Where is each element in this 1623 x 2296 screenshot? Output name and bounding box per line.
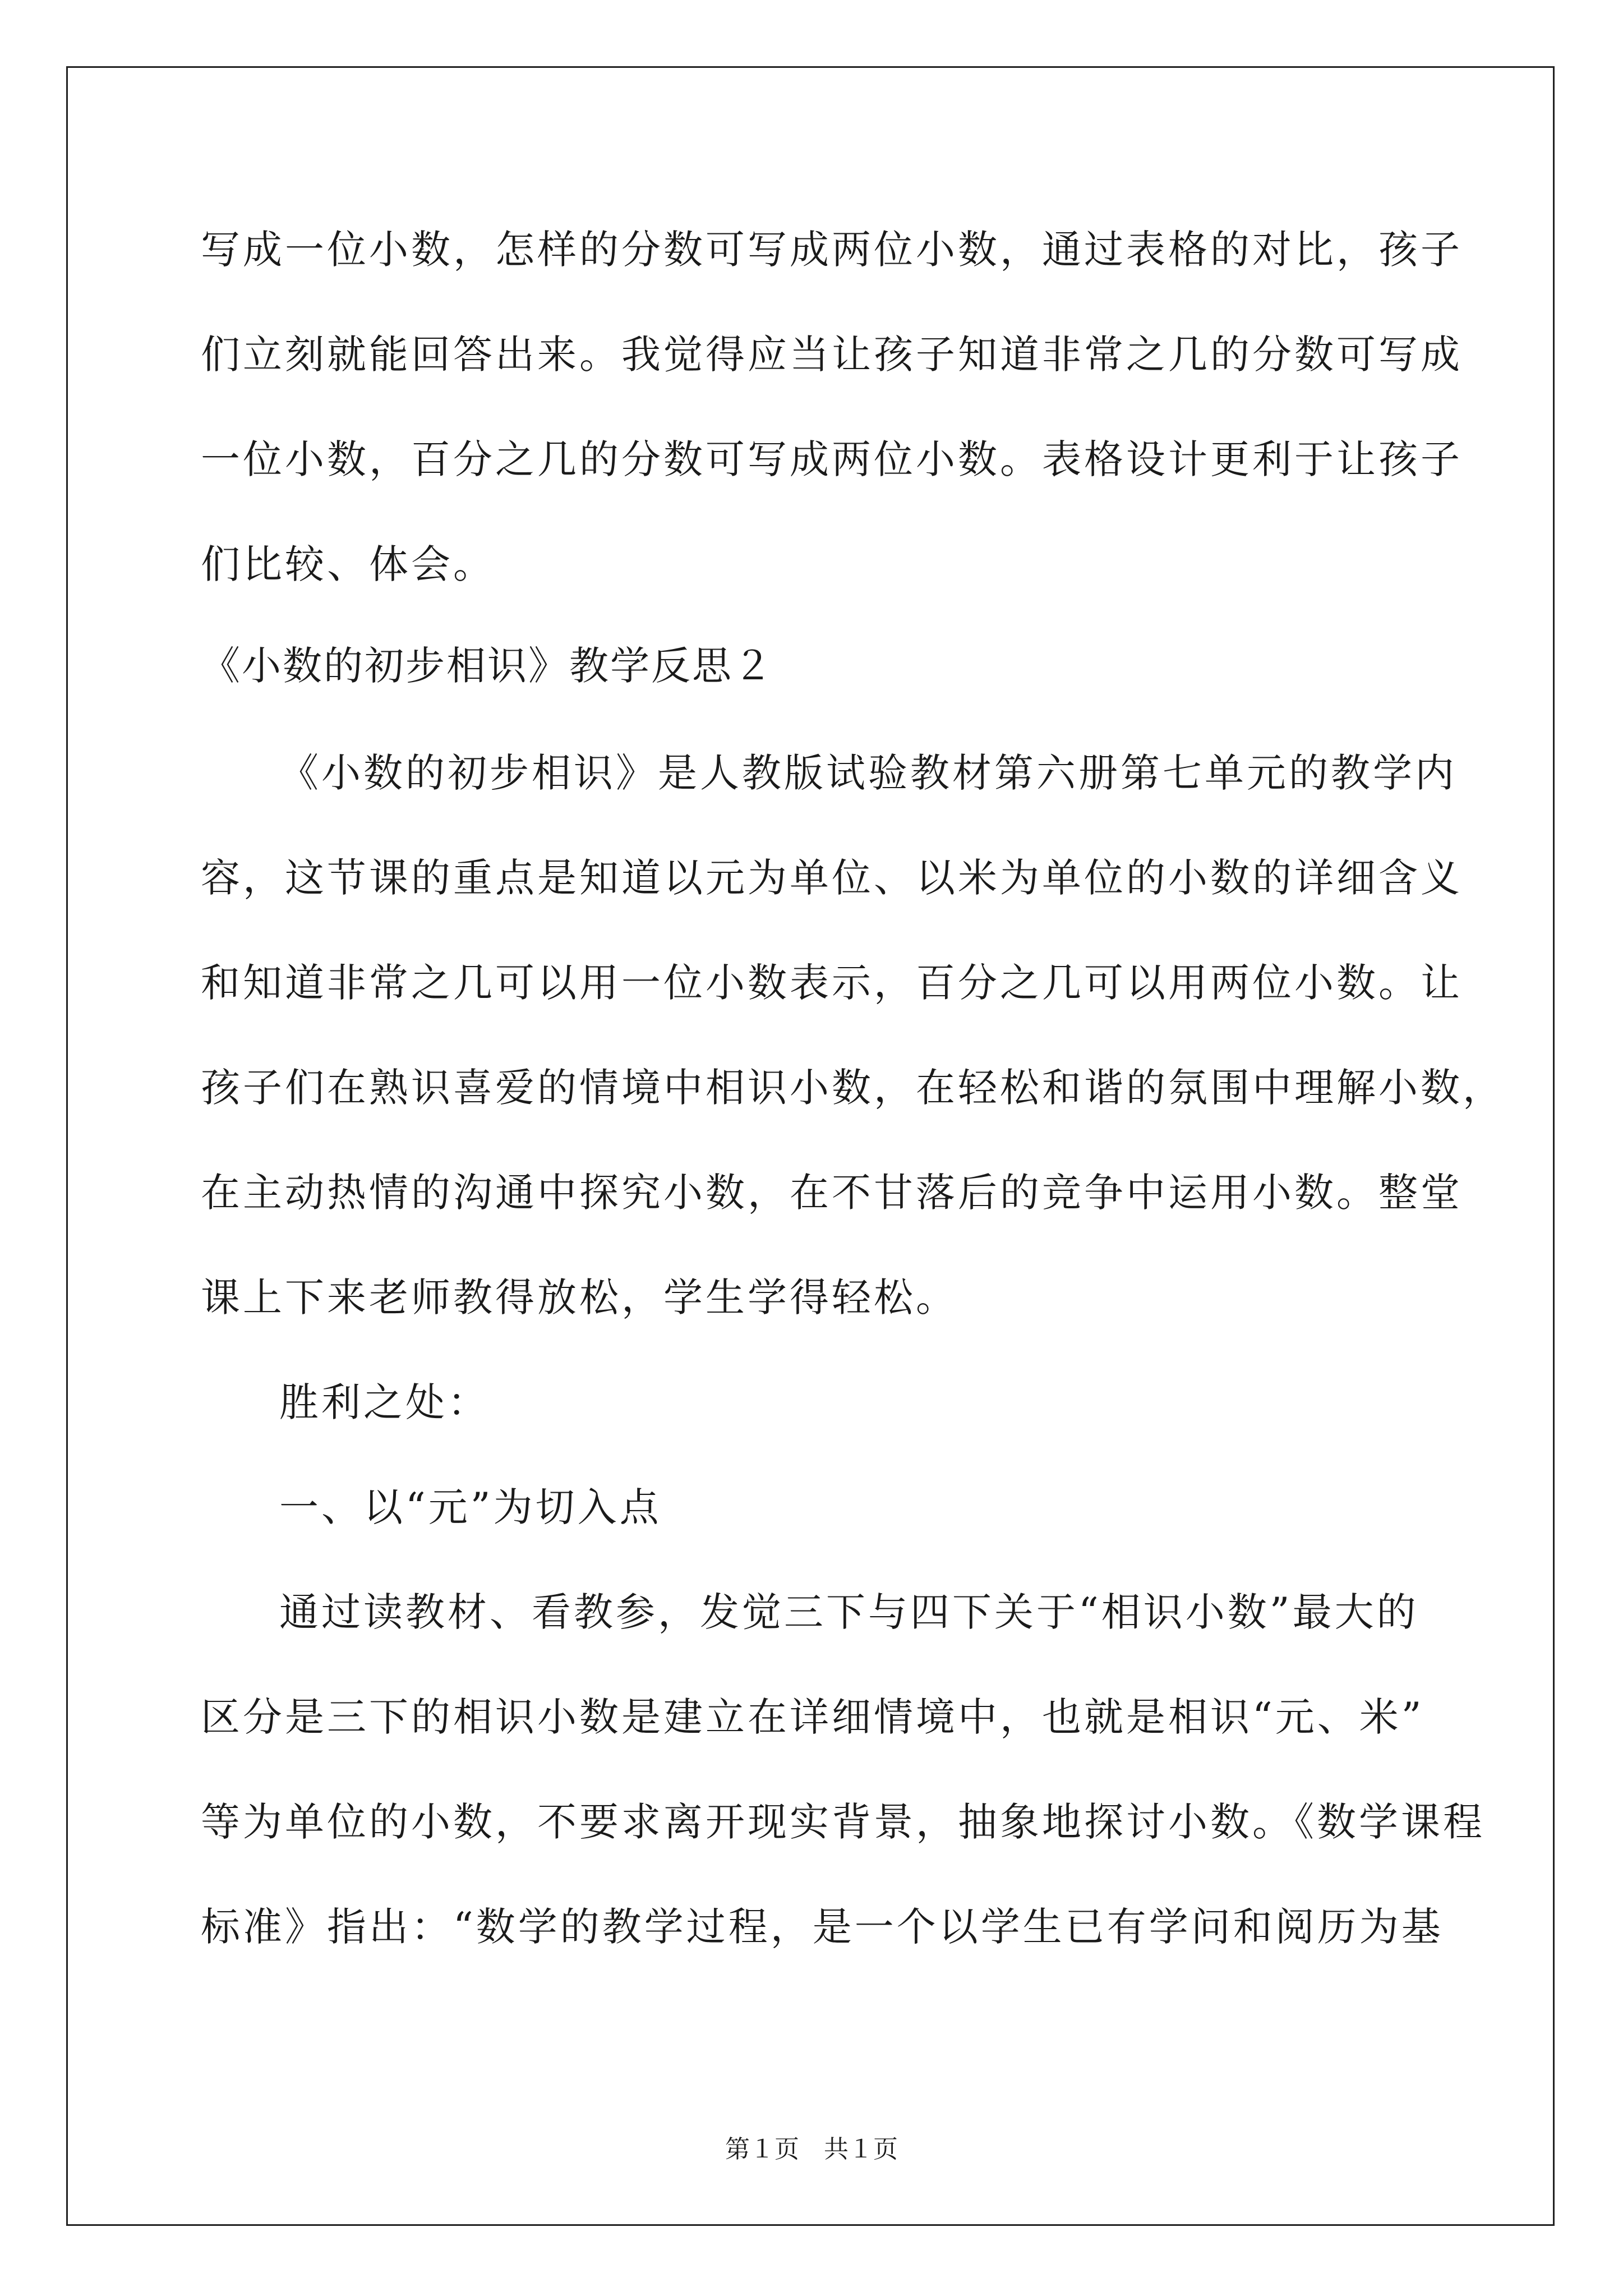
paragraph-line: 写成一位小数，怎样的分数可写成两位小数，通过表格的对比，孩子 — [201, 227, 1463, 273]
paragraph-line: 容，这节课的重点是知道以元为单位、以米为单位的小数的详细含义 — [201, 855, 1463, 901]
paragraph-line: 等为单位的小数，不要求离开现实背景，抽象地探讨小数。《数学课程 — [201, 1799, 1485, 1845]
section-title: 《小数的初步相识》教学反思２ — [201, 643, 774, 689]
paragraph-line: 《小数的初步相识》是人教版试验教材第六册第七单元的教学内 — [279, 750, 1457, 796]
page-footer: 第１页 共１页 — [725, 2135, 898, 2164]
paragraph-line: 们立刻就能回答出来。我觉得应当让孩子知道非常之几的分数可写成 — [201, 332, 1463, 378]
paragraph-line: 区分是三下的相识小数是建立在详细情境中，也就是相识“元、米” — [201, 1694, 1424, 1740]
page-border — [66, 66, 1555, 2226]
paragraph-line: 一位小数，百分之几的分数可写成两位小数。表格设计更利于让孩子 — [201, 436, 1463, 482]
paragraph-line: 胜利之处： — [279, 1379, 490, 1425]
paragraph-line: 孩子们在熟识喜爱的情境中相识小数，在轻松和谐的氛围中理解小数， — [201, 1065, 1505, 1111]
subheading: 一、以“元”为切入点 — [279, 1484, 662, 1530]
paragraph-line: 在主动热情的沟通中探究小数，在不甘落后的竞争中运用小数。整堂 — [201, 1170, 1463, 1216]
paragraph-line: 课上下来老师教得放松，学生学得轻松。 — [201, 1274, 958, 1320]
paragraph-line: 通过读教材、看教参，发觉三下与四下关于“相识小数”最大的 — [279, 1589, 1419, 1635]
paragraph-line: 们比较、体会。 — [201, 541, 495, 587]
paragraph-line: 和知道非常之几可以用一位小数表示，百分之几可以用两位小数。让 — [201, 960, 1463, 1006]
paragraph-line: 标准》指出：“数学的教学过程，是一个以学生已有学问和阅历为基 — [201, 1904, 1444, 1950]
